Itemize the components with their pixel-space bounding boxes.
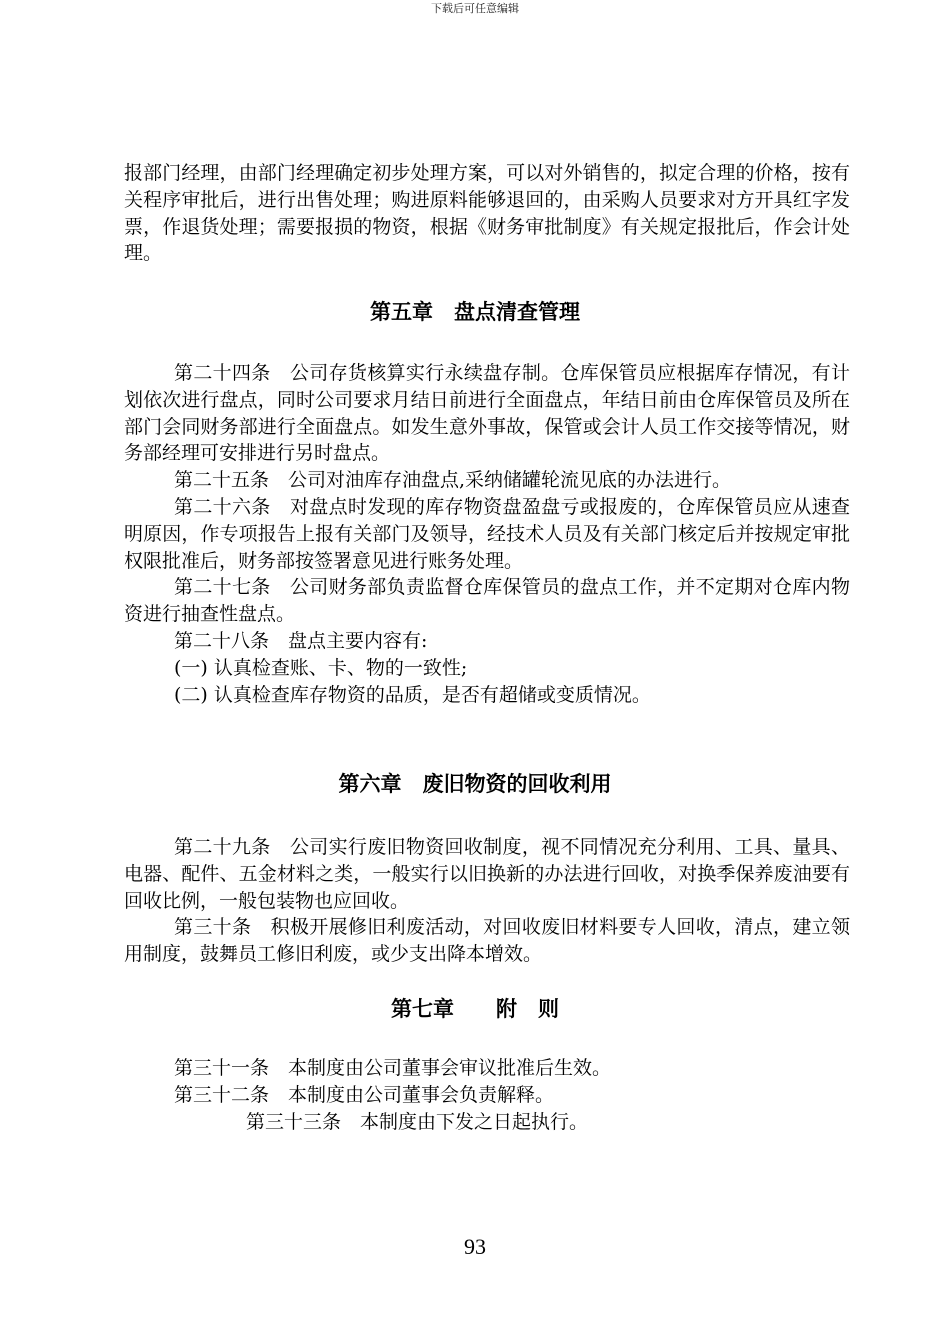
- chapter-6-title: 第六章 废旧物资的回收利用: [338, 772, 612, 796]
- intro-paragraph: 报部门经理，由部门经理确定初步处理方案，可以对外销售的，拟定合理的价格，按有关程序审批后，进行出售处理；购进原料能够退回的，由采购人员要求对方开具红字发票，作退货处理；需要报损的物资，根据《财务审批制度》有关规定报批后，作会计处理。: [124, 162, 850, 265]
- chapter-7-title: 第七章 附 则: [391, 997, 559, 1021]
- article-30: 第三十条 积极开展修旧利废活动，对回收废旧材料要专人回收，清点，建立领用制度，鼓舞员工修旧利废，或少支出降本增效。: [124, 916, 850, 966]
- chapter-6-body: [124, 834, 850, 968]
- article-32: 第三十二条 本制度由公司董事会负责解释。: [174, 1083, 555, 1106]
- page-number: 93: [464, 1234, 486, 1259]
- article-25: 第二十五条 公司对油库存油盘点,采纳储罐轮流见底的办法进行。: [174, 469, 732, 492]
- article-28: 第二十八条 盘点主要内容有:: [174, 629, 428, 652]
- article-27: 第二十七条 公司财务部负责监督仓库保管员的盘点工作，并不定期对仓库内物资进行抽查性盘点。: [124, 576, 850, 626]
- article-26: 第二十六条 对盘点时发现的库存物资盘盈盘亏或报废的，仓库保管员应从速查明原因，作专项报告上报有关部门及领导，经技术人员及有关部门核定后并按规定审批权限批准后，财务部按签署意见进行账务处理。: [124, 495, 850, 572]
- article-29: 第二十九条 公司实行废旧物资回收制度，视不同情况充分利用、工具、量具、电器、配件、五金材料之类，一般实行以旧换新的办法进行回收，对换季保养废油要有回收比例，一般包装物也应回收。: [124, 836, 850, 912]
- article-31: 第三十一条 本制度由公司董事会审议批准后生效。: [174, 1057, 612, 1079]
- intro-paragraph-block: [124, 160, 850, 267]
- article-33: 第三十三条 本制度由下发之日起执行。: [246, 1110, 589, 1133]
- header-note: 下载后可任意编辑: [431, 2, 519, 15]
- list-item-1: (一) 认真检查账、卡、物的一致性;: [174, 656, 468, 679]
- chapter-5-title: 第五章 盘点清查管理: [370, 300, 580, 324]
- list-item-2: (二) 认真检查库存物资的品质，是否有超储或变质情况。: [174, 683, 651, 706]
- chapter-5-body: [124, 360, 850, 708]
- chapter-7-body: [124, 1055, 850, 1135]
- article-24: 第二十四条 公司存货核算实行永续盘存制。仓库保管员应根据库存情况，有计划依次进行盘点，同时公司要求月结日前进行全面盘点，年结日前由仓库保管员及所在部门会同财务部进行全面盘点。如发生意外事故，保管或会计人员工作交接等情况，财务部经理可安排进行另时盘点。: [124, 362, 850, 465]
